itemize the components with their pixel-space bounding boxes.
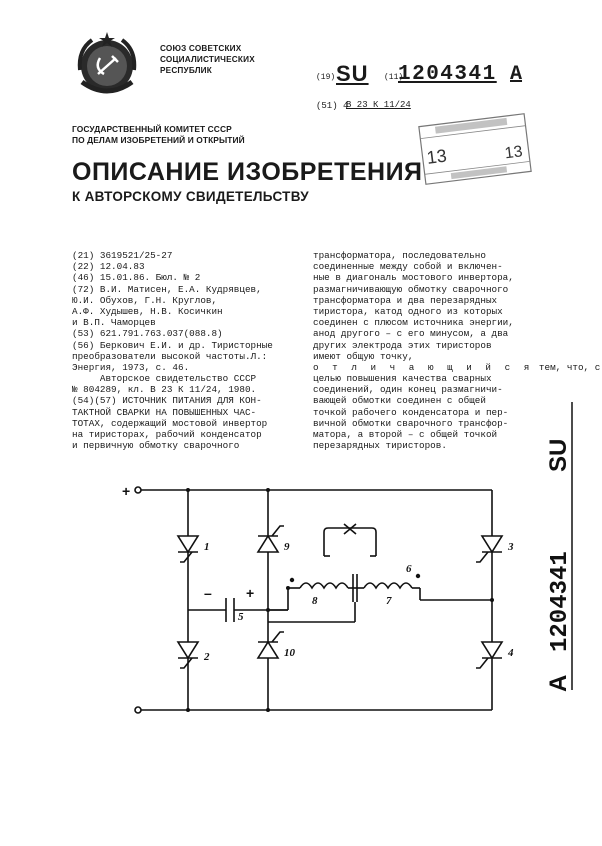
right-line: ные в диагональ мостового инвертора, [313,272,514,284]
left-line: Авторское свидетельство СССР [72,373,257,385]
right-line: точкой рабочего конденсатора и пер- [313,406,509,418]
document-subtitle: К АВТОРСКОМУ СВИДЕТЕЛЬСТВУ [72,189,309,204]
right-line: имеют общую точку, [313,350,414,362]
right-line: перезарядных тиристоров. [313,440,447,452]
right-line: трансформатора, последовательно [313,250,486,261]
left-line: ТАКТНОЙ СВАРКИ НА ПОВЫШЕННЫХ ЧАС- [72,406,257,418]
label-minus-left: – [204,585,212,601]
left-line: (56) Беркович Е.И. и др. Тиристорные [72,339,273,351]
right-line: других электрода этих тиристоров [313,339,492,351]
thyristor-1 [178,536,198,562]
winding-8 [300,583,348,588]
left-line: и первичную обмотку сварочного [72,440,240,452]
left-line: № 804289, кл. В 23 К 11/24, 1980. [72,384,257,396]
label-10: 10 [284,647,295,659]
thyristor-3 [476,536,502,562]
label-8: 8 [312,595,318,607]
left-line: (46) 15.01.86. Бюл. № 2 [72,272,201,284]
side-code: SU [545,438,572,472]
distinguishing-phrase: о т л и ч а ю щ и й с я [313,361,534,373]
left-line: (72) В.И. Матисен, Е.А. Кудрявцев, [72,283,262,295]
org-line-1: СОЮЗ СОВЕТСКИХ [160,44,242,53]
left-line: на тиристорах, рабочий конденсатор [72,429,262,440]
thyristor-10 [258,632,284,658]
right-line: соединен с плюсом источника энергии, [313,317,514,329]
label-2: 2 [204,651,210,663]
thyristor-2 [178,642,198,668]
left-line: (54)(57) ИСТОЧНИК ПИТАНИЯ ДЛЯ КОН- [72,395,262,407]
pub-pre-number: (11) [384,73,404,82]
ussr-emblem-icon [72,30,142,100]
label-3: 3 [508,541,514,553]
right-line: матора, а второй – с общей точкой [313,429,498,440]
document-title: ОПИСАНИЕ ИЗОБРЕТЕНИЯ [72,158,423,186]
committee-line-1: ГОСУДАРСТВЕННЫЙ КОМИТЕТ СССР [72,124,232,134]
label-4: 4 [508,647,514,659]
org-line-2: СОЦИАЛИСТИЧЕСКИХ [160,55,255,64]
left-line: Ю.И. Обухов, Г.Н. Круглов, [72,294,218,306]
right-column [313,250,601,452]
ipc-label: (51) 4 [316,101,349,111]
right-line: размагничивающую обмотку сварочного [313,283,509,295]
terminal-minus [135,707,141,713]
right-line-spaced [313,361,601,373]
left-line: ТОТАХ, содержащий мостовой инвертор [72,417,268,429]
pub-kind: A [510,63,523,86]
distinguishing-tail: тем, что, с [538,361,601,373]
ipc-value: В 23 К 11/24 [346,100,411,110]
winding-7 [364,583,412,588]
left-line: (22) 12.04.83 [72,261,145,273]
label-1: 1 [204,541,210,553]
left-line: (21) 3619521/25-27 [72,250,173,261]
left-line: А.Ф. Худышев, Н.В. Косичкин [72,305,223,317]
thyristor-9 [258,526,284,552]
pub-code: SU [336,61,369,86]
stamp-number-left: 13 [425,145,448,168]
right-line: тиристора, катод одного из которых [313,305,503,317]
label-6: 6 [406,563,412,575]
side-kind: A [545,674,572,692]
right-line: вичной обмотки сварочного трансфор- [313,417,509,429]
left-line: преобразователи высокой частоты.Л.: [72,350,268,362]
right-line: соединений, один конец размагничи- [313,384,503,396]
left-line: (53) 621.791.763.037(088.8) [72,328,223,340]
welding-load [324,524,376,556]
right-line: анод другого – с его минусом, а два [313,328,509,340]
terminal-plus [135,487,141,493]
left-line: Энергия, 1973, с. 46. [72,361,190,373]
right-line: вающей обмотки соединен с общей [313,395,486,407]
left-line: и В.П. Чаморцев [72,317,156,329]
stamp-number-right: 13 [503,143,524,163]
committee-line-2: ПО ДЕЛАМ ИЗОБРЕТЕНИЙ И ОТКРЫТИЙ [72,135,245,145]
left-column [72,250,300,451]
pub-number: 1204341 [398,63,497,86]
right-line: целью повышения качества сварных [313,373,492,385]
thyristor-4 [476,642,502,668]
label-plus-top: + [122,483,131,499]
label-5: 5 [238,611,244,623]
pub-pre-code: (19) [316,73,336,82]
label-plus-mid: + [246,585,255,601]
right-line: трансформатора и два перезарядных [313,294,498,306]
side-publication-mark [534,396,584,696]
right-line: соединенные между собой и включен- [313,261,503,273]
library-stamp [417,112,534,187]
circuit-diagram [100,470,540,730]
org-line-3: РЕСПУБЛИК [160,66,212,75]
label-7: 7 [386,595,392,607]
label-9: 9 [284,541,290,553]
side-number: 1204341 [547,551,574,652]
